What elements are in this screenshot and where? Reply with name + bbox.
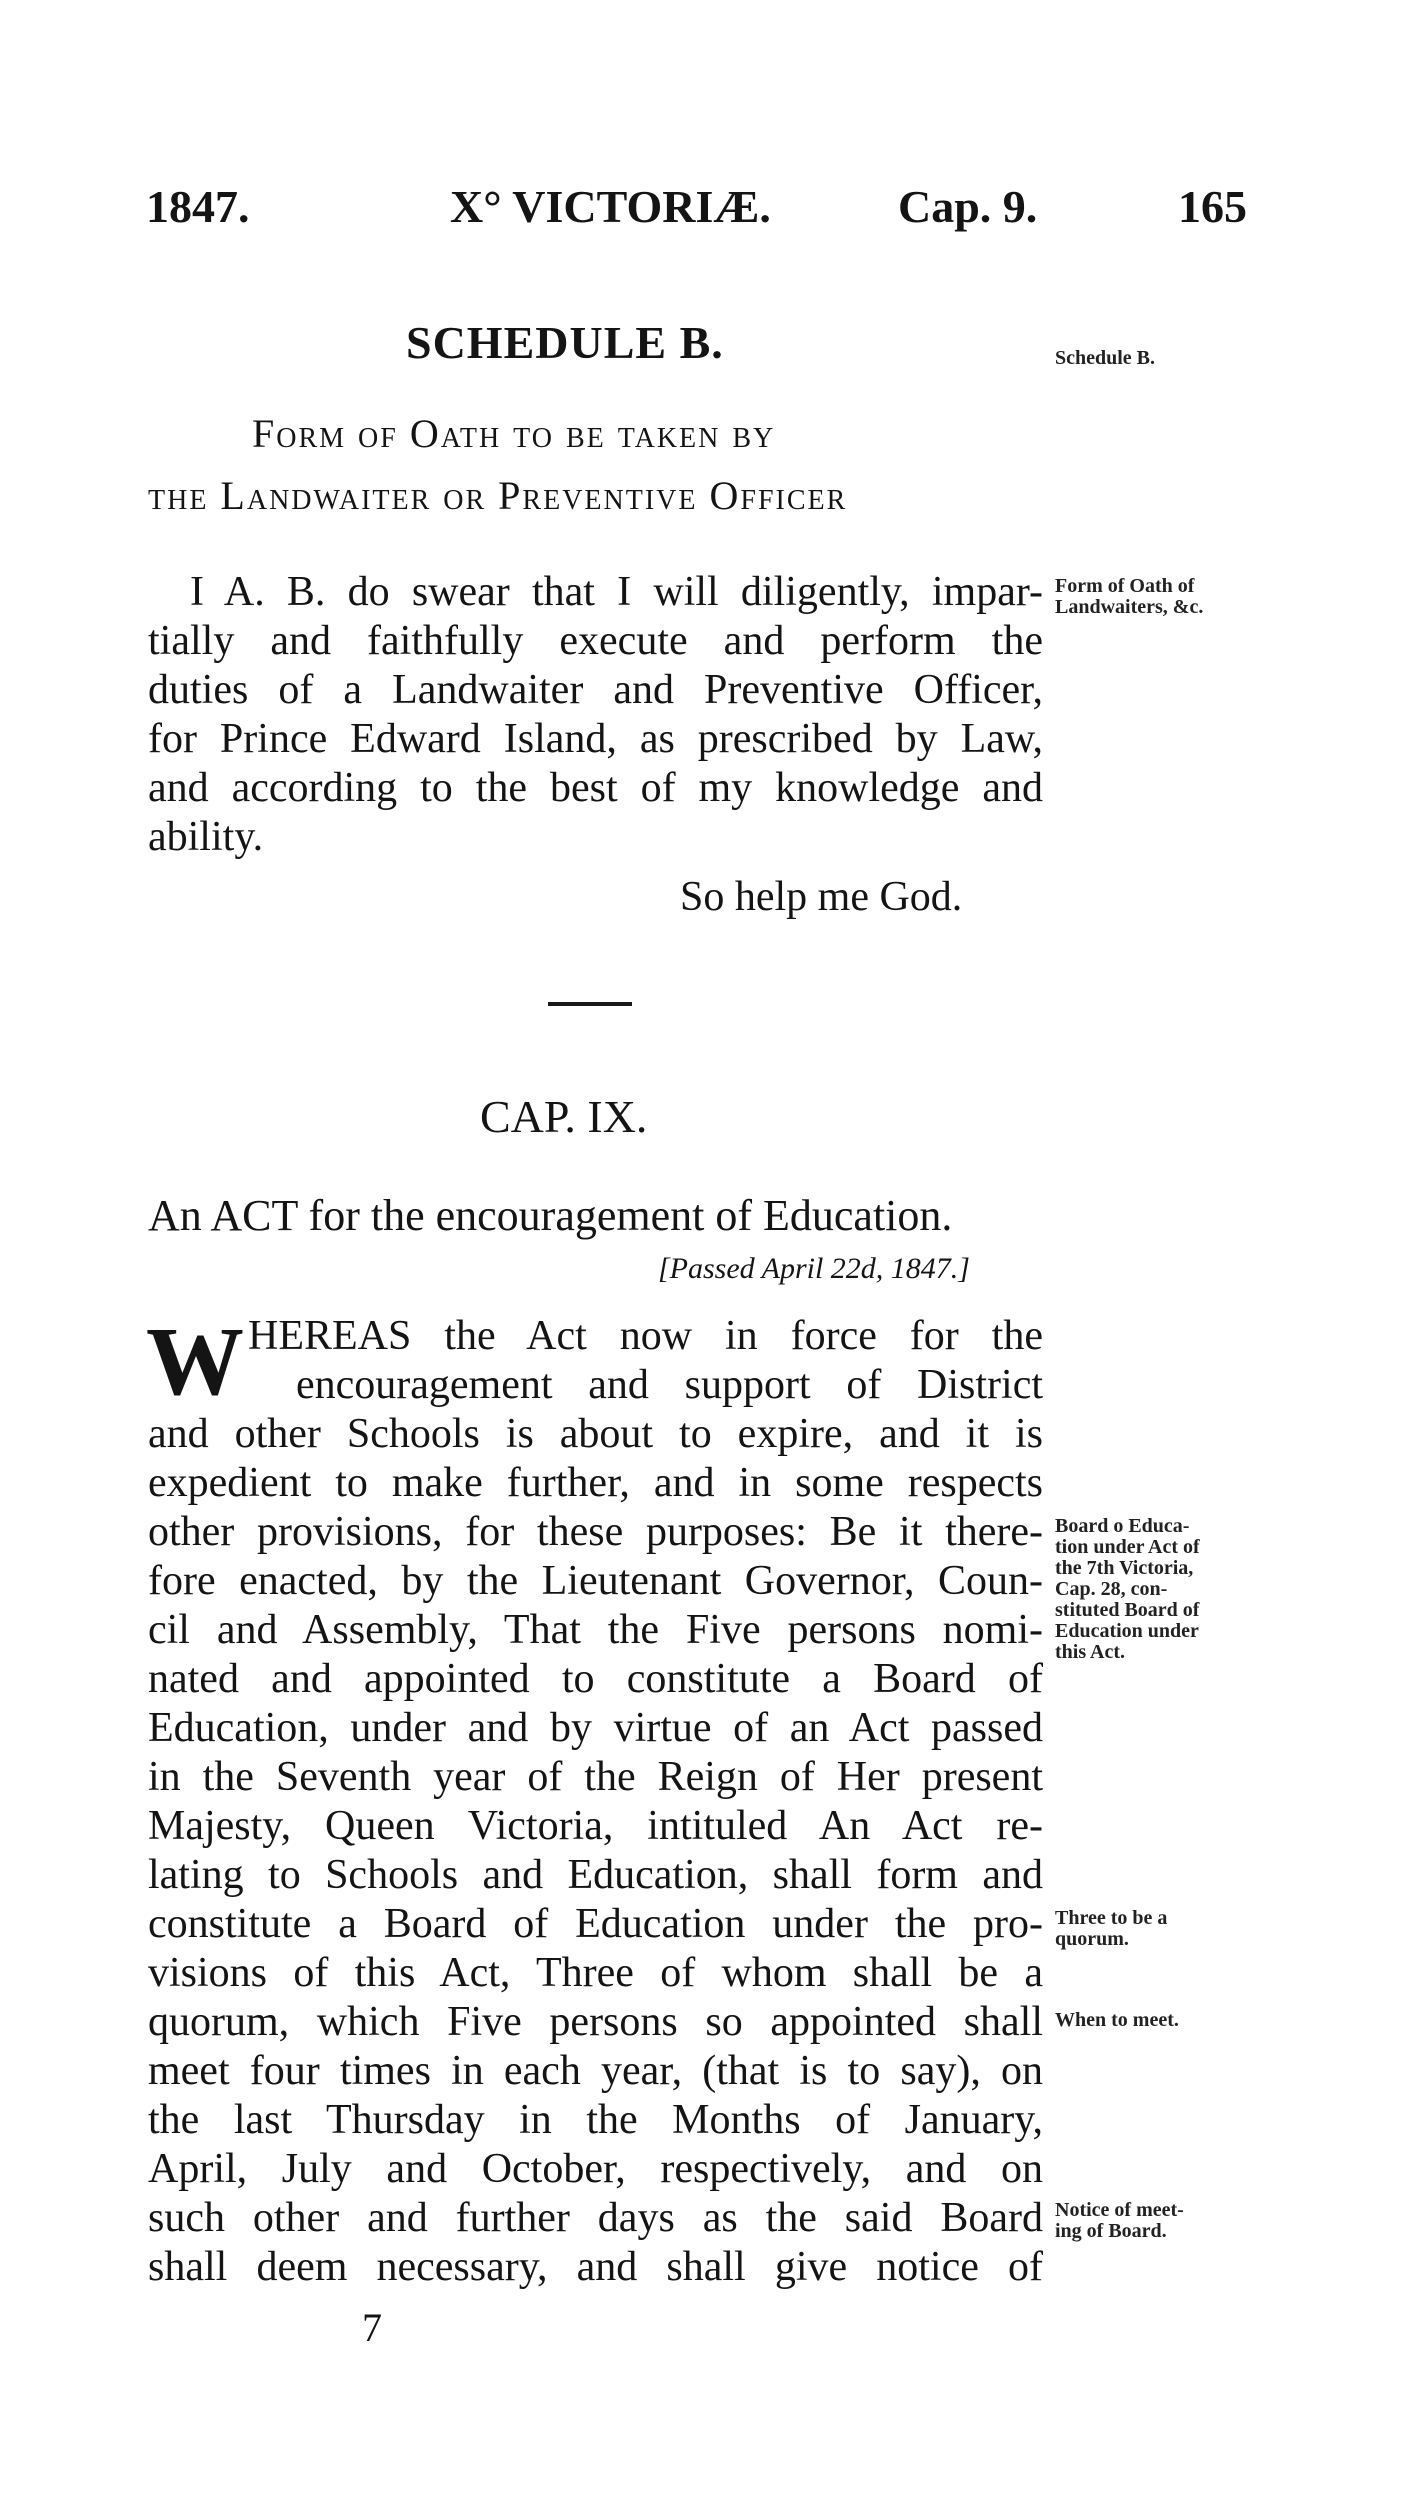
oath-line: tially and faithfully execute and perform the [148, 618, 1043, 664]
margin-note-line: Three to be a [1055, 1907, 1168, 1929]
form-title-line2: the Landwaiter or Preventive Officer [148, 473, 848, 518]
act-line: in the Seventh year of the Reign of Her present [148, 1754, 1043, 1800]
act-line: meet four times in each year, (that is to say), on [148, 2048, 1043, 2094]
margin-note-quorum [1055, 1908, 1255, 1950]
margin-note-board [1055, 1516, 1255, 1663]
margin-note-line: stituted Board of [1055, 1599, 1200, 1621]
act-line: other provisions, for these purposes: Be it there- [148, 1509, 1043, 1555]
act-line: HEREAS the Act now in force for the [248, 1313, 1043, 1359]
header-reign: X° VICTORIÆ. [450, 181, 771, 232]
header-year: 1847. [146, 181, 250, 232]
act-line: fore enacted, by the Lieutenant Governor, Coun- [148, 1558, 1043, 1604]
act-line: nated and appointed to constitute a Board of [148, 1656, 1043, 1702]
margin-note-line: Landwaiters, &c. [1055, 596, 1204, 618]
margin-note-line: tion under Act of [1055, 1536, 1200, 1558]
margin-note-line: Education under [1055, 1620, 1199, 1642]
act-line: constitute a Board of Education under the pro- [148, 1901, 1043, 1947]
margin-note-schedule [1055, 348, 1255, 369]
act-line: shall deem necessary, and shall give notice of [148, 2244, 1043, 2290]
margin-note-line: this Act. [1055, 1641, 1125, 1663]
oath-line: ability. [148, 814, 264, 860]
act-line: the last Thursday in the Months of January, [148, 2097, 1043, 2143]
act-line: April, July and October, respectively, and on [148, 2146, 1043, 2192]
margin-note-line: Form of Oath of [1055, 575, 1195, 597]
act-line: Majesty, Queen Victoria, intituled An Act re- [148, 1803, 1043, 1849]
margin-note-line: ing of Board. [1055, 2220, 1167, 2242]
act-line: quorum, which Five persons so appointed shall [148, 1999, 1043, 2045]
act-line: Education, under and by virtue of an Act passed [148, 1705, 1043, 1751]
margin-note-notice [1055, 2200, 1255, 2242]
passed-date: [Passed April 22d, 1847.] [658, 1252, 970, 1285]
act-line: cil and Assembly, That the Five persons nomi- [148, 1607, 1043, 1653]
act-line: expedient to make further, and in some respects [148, 1460, 1043, 1506]
act-line: lating to Schools and Education, shall form and [148, 1852, 1043, 1898]
header-chapter: Cap. 9. [898, 181, 1038, 232]
oath-line: and according to the best of my knowledge and [148, 765, 1043, 811]
margin-note-line: Schedule B. [1055, 347, 1156, 369]
signature-mark: 7 [362, 2305, 382, 2350]
drop-cap: W [146, 1308, 240, 1416]
margin-note-line: Cap. 28, con- [1055, 1578, 1168, 1600]
act-line: encouragement and support of District [296, 1362, 1043, 1408]
margin-note-meet [1055, 2010, 1255, 2031]
section-divider [548, 1002, 632, 1006]
margin-note-line: When to meet. [1055, 2009, 1179, 2031]
act-line: such other and further days as the said Board [148, 2195, 1043, 2241]
act-title: An ACT for the encouragement of Education. [148, 1191, 953, 1240]
oath-line: I A. B. do swear that I will diligently, impar- [190, 569, 1043, 615]
act-line: and other Schools is about to expire, and it is [148, 1411, 1043, 1457]
schedule-title: SCHEDULE B. [406, 317, 724, 368]
oath-closing: So help me God. [680, 874, 963, 920]
margin-note-line: quorum. [1055, 1928, 1129, 1950]
form-title-line1: Form of Oath to be taken by [252, 411, 776, 456]
oath-line: for Prince Edward Island, as prescribed by Law, [148, 716, 1043, 762]
oath-line: duties of a Landwaiter and Preventive Officer, [148, 667, 1043, 713]
margin-note-line: the 7th Victoria, [1055, 1557, 1194, 1579]
margin-note-line: Notice of meet- [1055, 2199, 1184, 2221]
margin-note-oath [1055, 576, 1255, 618]
page-number: 165 [1178, 181, 1247, 232]
cap-title: CAP. IX. [480, 1091, 648, 1142]
act-line: visions of this Act, Three of whom shall be a [148, 1950, 1043, 1996]
margin-note-line: Board o Educa- [1055, 1515, 1190, 1537]
